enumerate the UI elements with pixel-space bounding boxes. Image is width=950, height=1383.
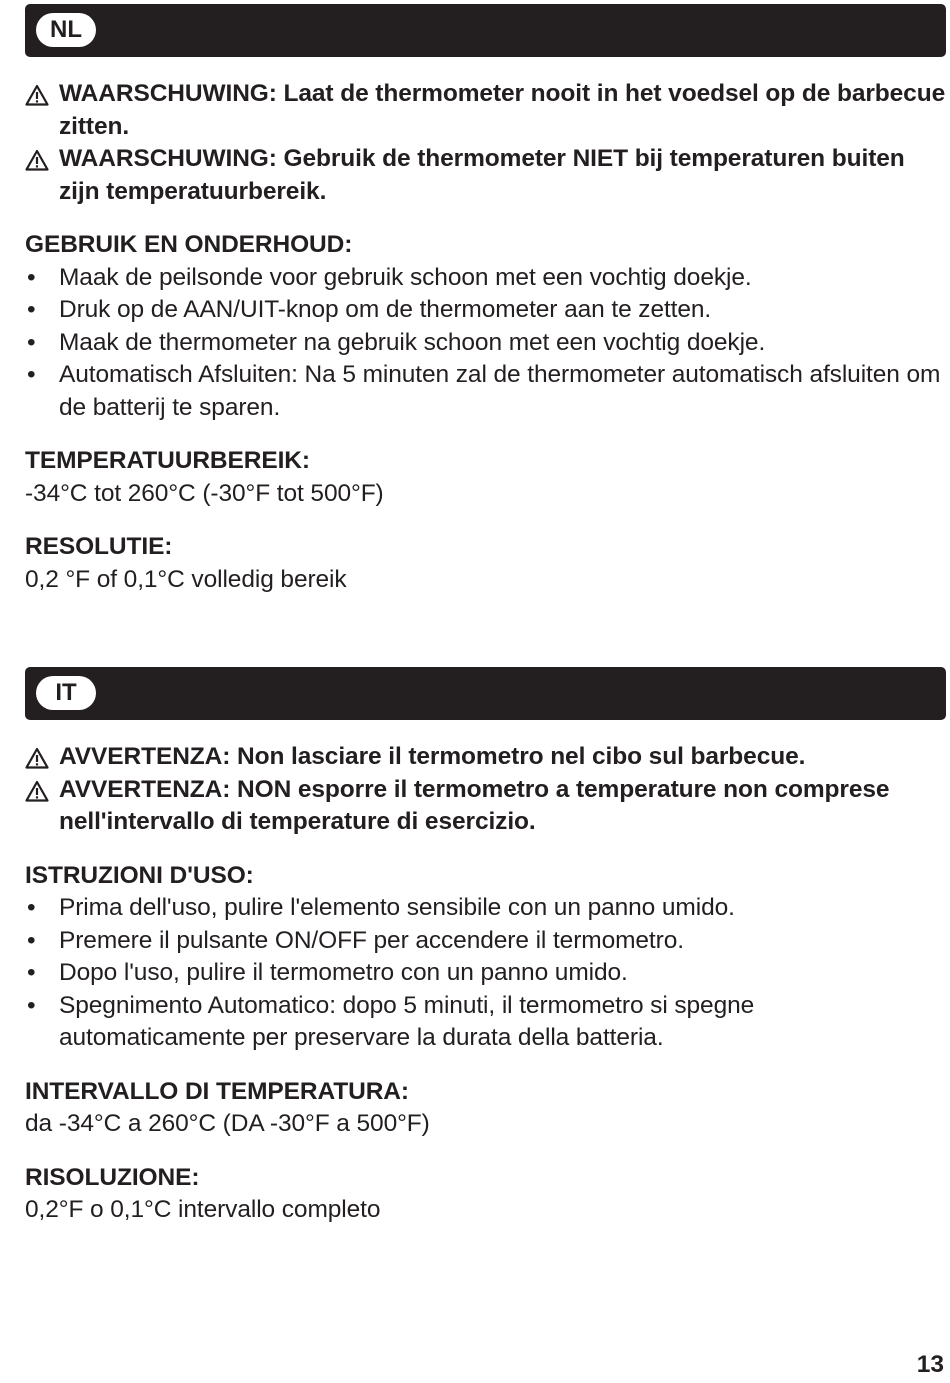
warning-item xyxy=(25,741,946,774)
usage-list xyxy=(25,892,946,1055)
list-item-text: Prima dell'uso, pulire l'elemento sensibile con un panno umido. xyxy=(59,894,735,921)
bullet-glyph: • xyxy=(27,328,36,356)
range-heading: TEMPERATUURBEREIK: xyxy=(25,447,310,474)
list-item xyxy=(25,327,946,360)
page-number: 13 xyxy=(916,1351,944,1378)
list-item xyxy=(25,892,946,925)
list-item xyxy=(25,925,946,958)
warning-text: WAARSCHUWING: Laat de thermometer nooit in het voedsel op de barbecue zitten. xyxy=(59,80,946,140)
bullet-glyph: • xyxy=(27,361,36,388)
bullet-glyph: • xyxy=(27,926,36,954)
usage-heading: GEBRUIK EN ONDERHOUD: xyxy=(25,231,353,258)
resolution-heading: RESOLUTIE: xyxy=(25,533,173,560)
warning-text: AVVERTENZA: NON esporre il termometro a temperature non comprese nell'intervallo di temperature di esercizio. xyxy=(59,775,890,835)
list-item-text: Automatisch Afsluiten: Na 5 minuten zal de thermometer automatisch afsluiten om de batterij te sparen. xyxy=(59,361,941,421)
language-badge: NL xyxy=(36,13,96,47)
list-item-text: Druk op de AAN/UIT-knop om de thermometer aan te zetten. xyxy=(59,296,712,323)
bullet-glyph: • xyxy=(27,991,36,1019)
warning-triangle-icon xyxy=(25,84,49,106)
list-item xyxy=(25,294,946,327)
warnings xyxy=(25,78,946,208)
bullet-glyph: • xyxy=(27,959,36,986)
language-badge: IT xyxy=(36,676,96,710)
bullet-glyph: • xyxy=(27,894,36,921)
section-nl xyxy=(25,4,946,596)
language-header-bar xyxy=(25,667,946,720)
list-item-text: Premere il pulsante ON/OFF per accendere il termometro. xyxy=(59,926,684,954)
range-heading: INTERVALLO DI TEMPERATURA: xyxy=(25,1077,409,1105)
bullet-glyph: • xyxy=(27,296,36,323)
warning-triangle-icon xyxy=(25,149,49,171)
warning-text: WAARSCHUWING: Gebruik de thermometer NIET bij temperaturen buiten zijn temperatuurbereik. xyxy=(59,145,905,205)
list-item xyxy=(25,359,946,424)
list-item-text: Maak de thermometer na gebruik schoon met een vochtig doekje. xyxy=(59,328,766,356)
language-header-bar xyxy=(25,4,946,57)
list-item xyxy=(25,990,946,1055)
list-item xyxy=(25,957,946,990)
range-value: da -34°C a 260°C (DA -30°F a 500°F) xyxy=(25,1110,430,1137)
usage-heading: ISTRUZIONI D'USO: xyxy=(25,861,254,889)
warning-text: AVVERTENZA: Non lasciare il termometro nel cibo sul barbecue. xyxy=(59,743,806,770)
section-it xyxy=(25,667,946,1227)
warning-item xyxy=(25,78,946,143)
warning-triangle-icon xyxy=(25,780,49,802)
warning-triangle-icon xyxy=(25,747,49,769)
resolution-value: 0,2°F o 0,1°C intervallo completo xyxy=(25,1196,381,1223)
list-item-text: Spegnimento Automatico: dopo 5 minuti, il termometro si spegne automaticamente per preservare la durata della batteria. xyxy=(59,991,755,1051)
usage-list xyxy=(25,262,946,425)
bullet-glyph: • xyxy=(27,263,36,291)
range-value: -34°C tot 260°C (-30°F tot 500°F) xyxy=(25,479,384,507)
warning-item xyxy=(25,774,946,839)
list-item xyxy=(25,262,946,295)
resolution-value: 0,2 °F of 0,1°C volledig bereik xyxy=(25,565,347,593)
resolution-heading: RISOLUZIONE: xyxy=(25,1163,200,1191)
list-item-text: Maak de peilsonde voor gebruik schoon met een vochtig doekje. xyxy=(59,263,752,291)
list-item-text: Dopo l'uso, pulire il termometro con un panno umido. xyxy=(59,959,628,986)
warnings xyxy=(25,741,946,839)
warning-item xyxy=(25,143,946,208)
